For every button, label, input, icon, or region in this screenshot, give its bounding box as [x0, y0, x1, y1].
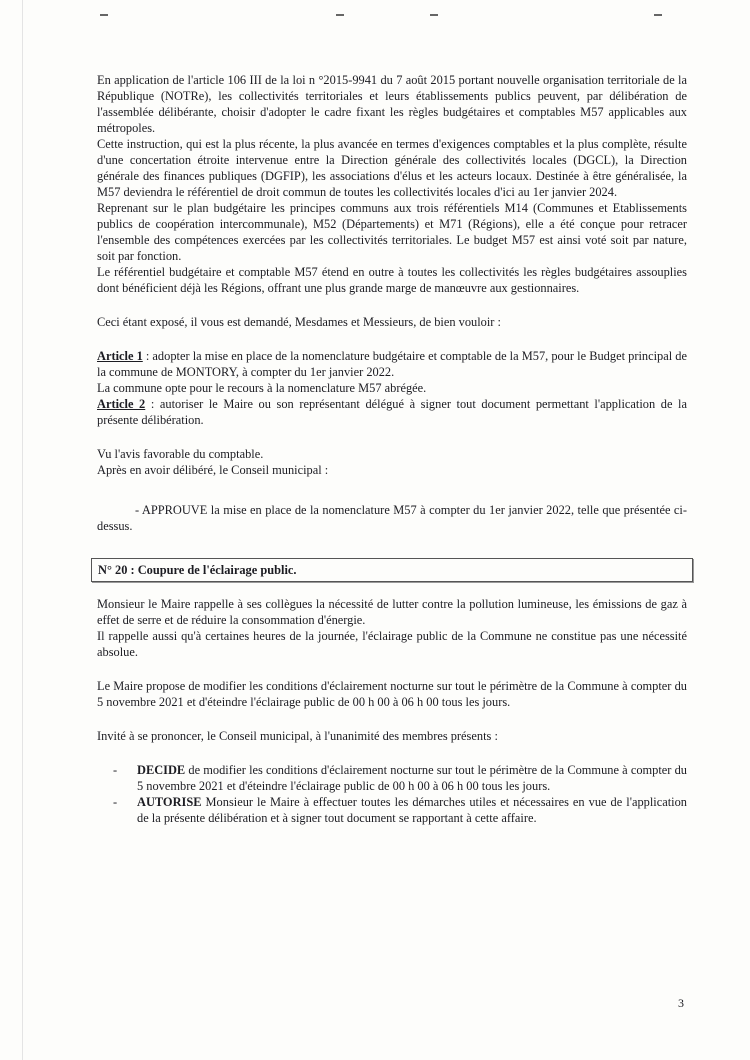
section-title: N° 20 : Coupure de l'éclairage public.: [98, 563, 297, 577]
section-paragraph-pollution: Monsieur le Maire rappelle à ses collègues la nécessité de lutter contre la pollution lumineuse, les émissions de gaz à effet de serre et de réduire la consommation d'énergie.: [97, 597, 687, 627]
article-1-label: Article 1: [97, 349, 143, 363]
section-paragraph-heures: Il rappelle aussi qu'à certaines heures de la journée, l'éclairage public de la Commune ne constitue pas une nécessité absolue.: [97, 629, 687, 659]
vu-avis: Vu l'avis favorable du comptable.: [97, 447, 264, 461]
section-paragraph-proposition: Le Maire propose de modifier les conditions d'éclairement nocturne sur tout le périmètre de la Commune à compter du 5 novembre 2021 et d'éteindre l'éclairage public de 00 h 00 à 06 h 00 tous les jours.: [97, 679, 687, 709]
decision-keyword: AUTORISE: [137, 795, 202, 809]
document-body: [97, 72, 687, 826]
page-edge: [22, 0, 23, 1060]
paragraph-demande: Ceci étant exposé, il vous est demandé, Mesdames et Messieurs, de bien vouloir :: [97, 315, 501, 329]
approve-resolution: - APPROUVE la mise en place de la nomenclature M57 à compter du 1er janvier 2022, telle que présentée ci-dessus.: [97, 503, 687, 533]
article-1: [97, 348, 687, 380]
article-2: [97, 396, 687, 428]
apres-delibere: Après en avoir délibéré, le Conseil municipal :: [97, 463, 329, 477]
article-2-text: : autoriser le Maire ou son représentant délégué à signer tout document permettant l'application de la présente délibération.: [97, 397, 687, 427]
decision-text: Monsieur le Maire à effectuer toutes les démarches utiles et nécessaires en vue de l'application de la présente délibération et à signer tout document se rapportant à cette affaire.: [137, 795, 687, 825]
paragraph-notre: En application de l'article 106 III de la loi n °2015-9941 du 7 août 2015 portant nouvelle organisation territoriale de la République (NOTRe), les collectivités territoriales et leurs établissements publics peuvent, par délibération de l'assemblée délibérante, choisir d'adopter le cadre fixant les règles budgétaires et comptables M57 applicables aux métropoles.: [97, 73, 687, 135]
section-paragraph-invite: Invité à se prononcer, le Conseil municipal, à l'unanimité des membres présents :: [97, 729, 498, 743]
decision-text: de modifier les conditions d'éclairement nocturne sur tout le périmètre de la Commune à compter du 5 novembre 2021 et d'éteindre l'éclairage public de 00 h 00 à 06 h 00 tous les jours.: [137, 763, 687, 793]
decision-item: [97, 794, 687, 826]
decision-item: [97, 762, 687, 794]
scan-marks: [0, 14, 750, 24]
paragraph-instruction: Cette instruction, qui est la plus récente, la plus avancée en termes d'exigences comptables et la plus complète, résulte d'une concertation étroite intervenue entre la Direction générale des collectivités locales (DGCL), la Direction générale des finances publiques (DGFIP), les associations d'élus et les acteurs locaux. Destinée à être généralisée, la M57 deviendra le référentiel de droit commun de toutes les collectivités locales d'ici au 1er janvier 2024.: [97, 137, 687, 199]
article-2-label: Article 2: [97, 397, 146, 411]
decision-keyword: DECIDE: [137, 763, 186, 777]
paragraph-m57-extension: Le référentiel budgétaire et comptable M57 étend en outre à toutes les collectivités les règles budgétaires assouplies dont bénéficient déjà les Régions, offrant une plus grande marge de manœuvre aux gestionnaires.: [97, 265, 687, 295]
decision-dash: -: [113, 795, 118, 809]
section-title-box: [91, 558, 693, 582]
article-1-note: La commune opte pour le recours à la nomenclature M57 abrégée.: [97, 381, 427, 395]
paragraph-referentiels: Reprenant sur le plan budgétaire les principes communs aux trois référentiels M14 (Communes et Etablissements publics de coopération intercommunale), M52 (Départements) et M71 (Régions), elle a été conçue pour retracer l'ensemble des compétences exercées par les collectivités territoriales. Le budget M57 est ainsi voté soit par nature, soit par fonction.: [97, 201, 687, 263]
page-number: 3: [678, 996, 684, 1010]
article-1-text: : adopter la mise en place de la nomenclature budgétaire et comptable de la M57, pour le Budget principal de la commune de MONTORY, à compter du 1er janvier 2022.: [97, 349, 687, 379]
decision-dash: -: [113, 763, 118, 777]
decision-list: [97, 762, 687, 826]
